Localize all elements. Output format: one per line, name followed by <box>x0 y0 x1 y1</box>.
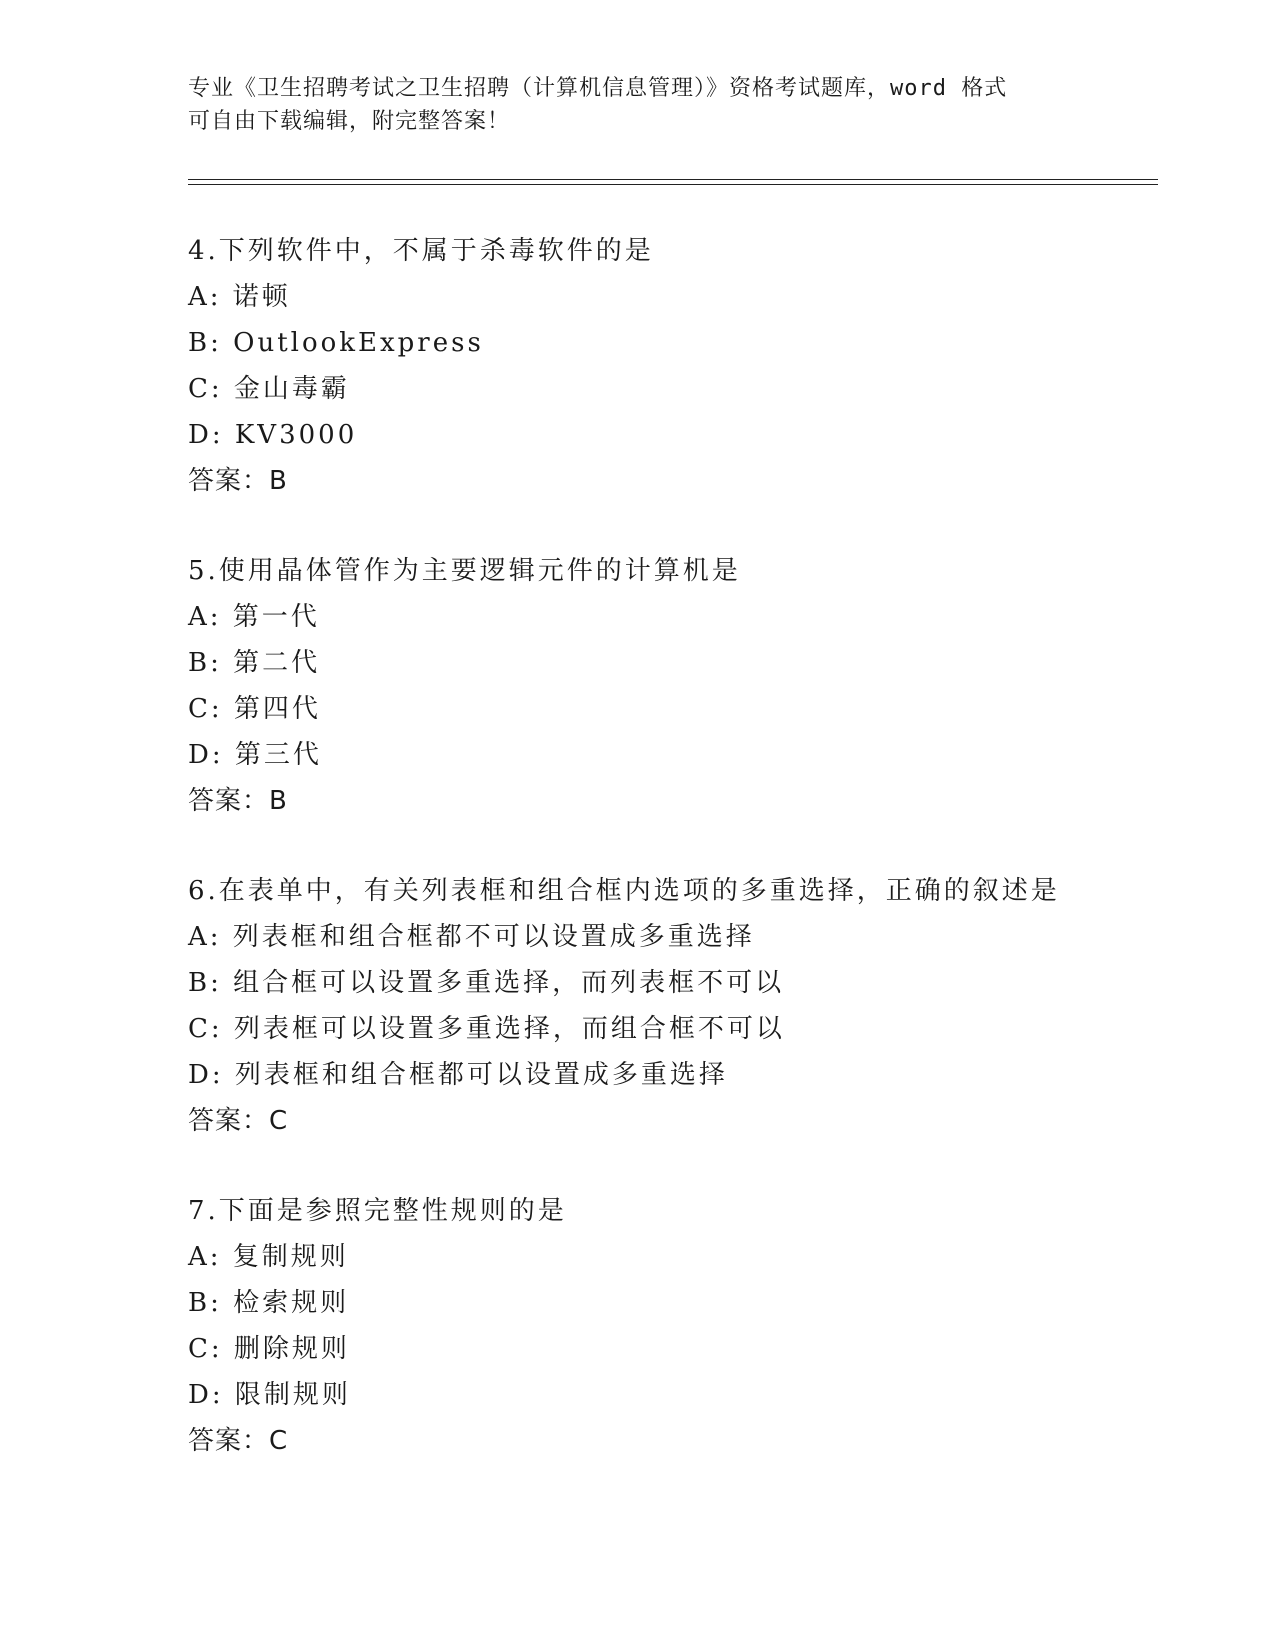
option-c: C: 金山毒霸 <box>188 374 350 404</box>
option-c: C: 列表框可以设置多重选择，而组合框不可以 <box>188 1014 785 1044</box>
option-d: D: KV3000 <box>188 420 358 450</box>
option-d: D: 列表框和组合框都可以设置成多重选择 <box>188 1060 728 1090</box>
answer: 答案：B <box>188 786 288 816</box>
question-6 <box>188 868 1188 1144</box>
answer: 答案：B <box>188 466 288 496</box>
question-stem: 7.下面是参照完整性规则的是 <box>188 1196 567 1226</box>
question-4 <box>188 228 1188 504</box>
option-a: A: 列表框和组合框都不可以设置成多重选择 <box>188 922 755 952</box>
option-a: A: 复制规则 <box>188 1242 349 1272</box>
question-stem: 6.在表单中，有关列表框和组合框内选项的多重选择，正确的叙述是 <box>188 876 1060 906</box>
header-divider-top <box>188 179 1158 180</box>
option-b: B: 检索规则 <box>188 1288 350 1318</box>
question-stem: 4.下列软件中，不属于杀毒软件的是 <box>188 236 654 266</box>
option-b: B: 第二代 <box>188 648 321 678</box>
question-7 <box>188 1188 1188 1464</box>
answer: 答案：C <box>188 1426 289 1456</box>
question-5 <box>188 548 1188 824</box>
header-divider-bottom <box>188 184 1158 185</box>
header-line-1: 专业《卫生招聘考试之卫生招聘（计算机信息管理）》资格考试题库，word 格式 <box>188 76 1008 101</box>
header-line-2: 可自由下载编辑，附完整答案！ <box>188 109 511 134</box>
option-b: B: OutlookExpress <box>188 328 484 358</box>
option-a: A: 诺顿 <box>188 282 291 312</box>
answer: 答案：C <box>188 1106 289 1136</box>
option-a: A: 第一代 <box>188 602 320 632</box>
document-header <box>188 72 1088 138</box>
option-d: D: 限制规则 <box>188 1380 351 1410</box>
option-d: D: 第三代 <box>188 740 322 770</box>
option-c: C: 第四代 <box>188 694 321 724</box>
option-c: C: 删除规则 <box>188 1334 350 1364</box>
question-stem: 5.使用晶体管作为主要逻辑元件的计算机是 <box>188 556 741 586</box>
option-b: B: 组合框可以设置多重选择，而列表框不可以 <box>188 968 785 998</box>
